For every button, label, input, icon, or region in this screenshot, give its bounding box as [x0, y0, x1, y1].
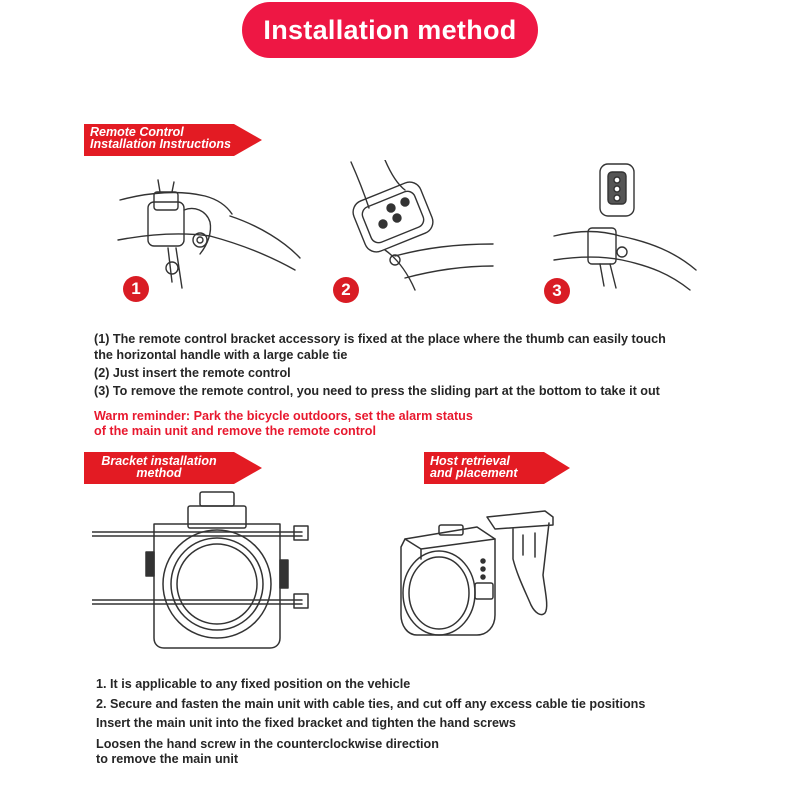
warm-reminder-line2: of the main unit and remove the remote control [94, 424, 376, 438]
bottom-line-4: Loosen the hand screw in the counterclockwise direction [96, 737, 439, 751]
remote-removed-illustration [550, 160, 700, 300]
remote-banner-line1: Remote Control [90, 125, 184, 139]
step-2-badge [333, 277, 359, 303]
instruction-1b: the horizontal handle with a large cable tie [94, 348, 348, 362]
instruction-2: (2) Just insert the remote control [94, 366, 291, 380]
bracket-banner-line2: method [136, 466, 182, 480]
instruction-1a: (1) The remote control bracket accessory is fixed at the place where the thumb can easily touch [94, 332, 666, 346]
instruction-3: (3) To remove the remote control, you need to press the sliding part at the bottom to take it out [94, 384, 660, 398]
host-banner-line1: Host retrieval [430, 454, 510, 468]
step-1-label: 1 [131, 279, 141, 298]
bracket-front-view-illustration [92, 490, 312, 670]
step-1-badge [123, 276, 149, 302]
host-retrieval-banner [424, 452, 570, 484]
bracket-banner-line1: Bracket installation [101, 454, 217, 468]
step-2-label: 2 [341, 280, 351, 299]
remote-control-banner [84, 124, 262, 156]
remote-banner-line2: Installation Instructions [90, 137, 231, 151]
title-banner [242, 2, 538, 58]
host-retrieval-illustration [395, 495, 575, 655]
page-title: Installation method [263, 14, 517, 45]
bottom-line-5: to remove the main unit [96, 752, 239, 766]
warm-reminder-line1: Warm reminder: Park the bicycle outdoors, set the alarm status [94, 409, 473, 423]
bracket-installation-banner [84, 452, 262, 484]
bottom-line-3: Insert the main unit into the fixed bracket and tighten the hand screws [96, 716, 516, 730]
host-banner-line2: and placement [430, 466, 518, 480]
bottom-line-1: 1. It is applicable to any fixed position on the vehicle [96, 677, 411, 691]
step-3-label: 3 [552, 281, 562, 300]
bottom-line-2: 2. Secure and fasten the main unit with cable ties, and cut off any excess cable tie positions [96, 697, 646, 711]
step-3-badge [544, 278, 570, 304]
